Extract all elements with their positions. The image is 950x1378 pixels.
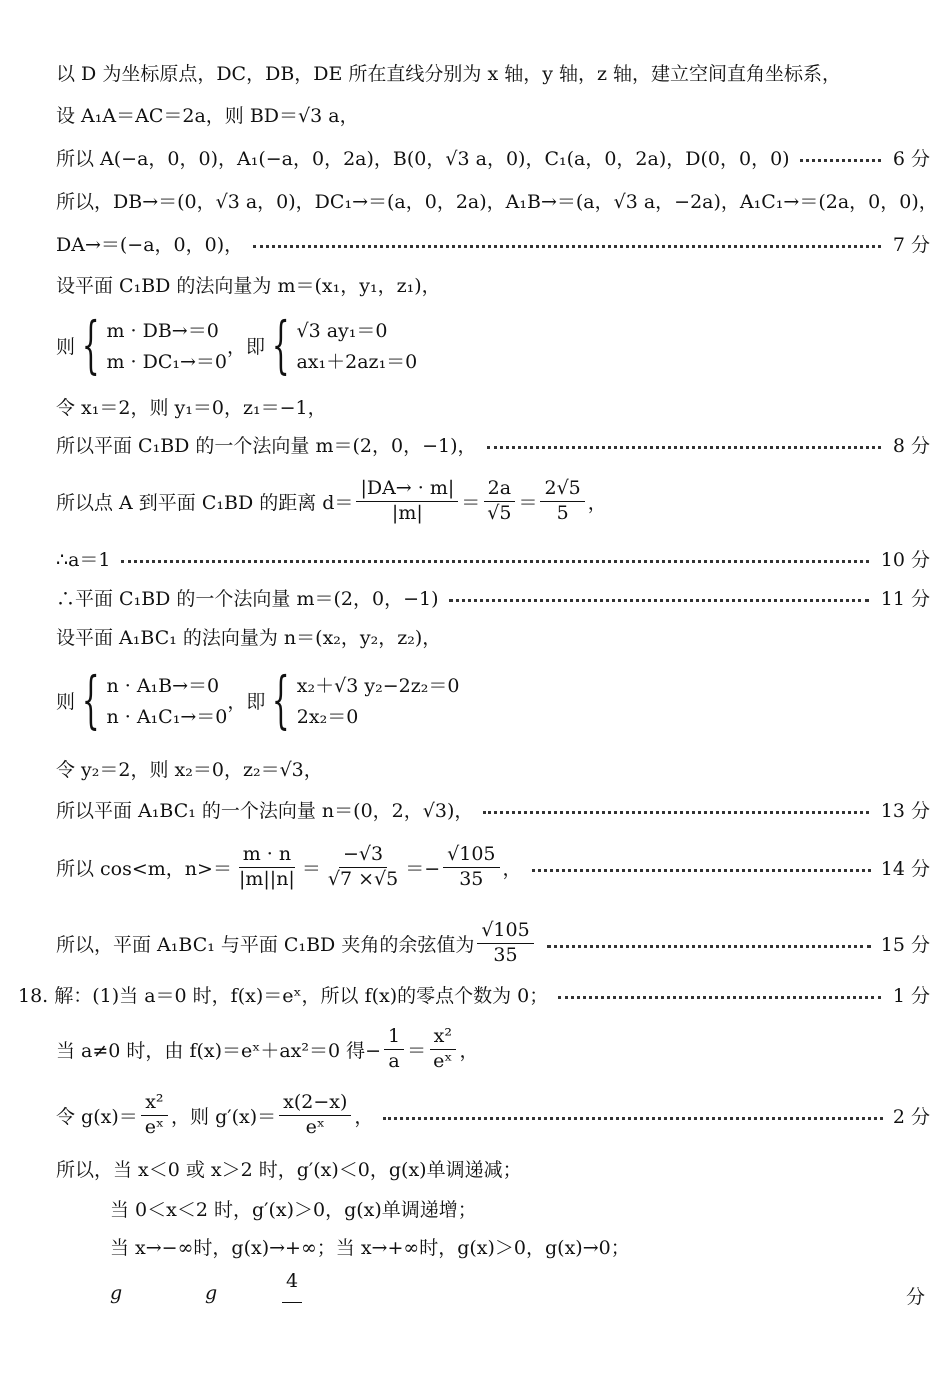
line-text: 所以 A(−a，0，0)，A₁(−a，0，2a)，B(0，√3 a，0)，C₁(a，0，2a)，D(0，0，0) xyxy=(56,147,790,170)
score-label: 分 xyxy=(906,1286,926,1308)
system-connector: ，即 xyxy=(227,690,266,713)
partial-symbol: g xyxy=(110,1282,123,1304)
line-text: 所以，DB→＝(0，√3 a，0)，DC₁→＝(a，0，2a)，A₁B→＝(a，√3 a，−2a)，A₁C₁→＝(2a，0，0)， xyxy=(56,190,938,213)
line-let-x1 xyxy=(56,390,930,422)
line-monotonic-increase xyxy=(110,1192,930,1224)
fraction-denominator: 5 xyxy=(556,501,569,524)
line-limits xyxy=(110,1230,930,1262)
line-coordinate-setup xyxy=(56,56,930,88)
equals-sign: ＝− xyxy=(405,857,441,880)
line-text: 令 y₂＝2，则 x₂＝0，z₂＝√3， xyxy=(56,758,323,781)
fraction-denominator: √5 xyxy=(487,501,512,524)
score-label: 8 分 xyxy=(892,434,930,457)
line-text: 当 0＜x＜2 时，g′(x)＞0，g(x)单调递增； xyxy=(110,1198,477,1221)
line-text: 令 x₁＝2，则 y₁＝0，z₁＝−1， xyxy=(56,396,327,419)
punctuation: ， xyxy=(354,1105,374,1128)
partial-fraction-numerator: 4 xyxy=(282,1270,302,1303)
fraction xyxy=(540,477,584,526)
line-text: DA→＝(−a，0，0)， xyxy=(56,233,244,256)
line-vectors xyxy=(56,184,938,216)
system-rows xyxy=(106,671,227,729)
line-let-y2 xyxy=(56,752,930,784)
fraction xyxy=(279,1091,351,1140)
fraction xyxy=(477,919,533,968)
fraction-numerator: x(2−x) xyxy=(279,1091,351,1116)
system-rows xyxy=(106,316,227,374)
line-conclusion xyxy=(56,910,930,976)
line-text: ∴平面 C₁BD 的一个法向量 m＝(2，0，−1) xyxy=(56,587,439,610)
score-label: 15 分 xyxy=(880,933,930,956)
left-brace: { xyxy=(272,663,290,736)
punctuation: ， xyxy=(502,857,522,880)
fraction-numerator: m · n xyxy=(239,843,295,868)
fraction-denominator: √7 ×√5 xyxy=(327,867,399,890)
score-label: 10 分 xyxy=(880,548,930,571)
fraction-numerator: x² xyxy=(141,1091,167,1116)
dot-leader xyxy=(253,243,881,248)
fraction-denominator: |m||n| xyxy=(238,867,295,890)
fraction xyxy=(443,843,499,892)
line-set-lengths xyxy=(56,98,930,130)
equation-system-n xyxy=(56,665,459,735)
score-label: 6 分 xyxy=(892,147,930,170)
left-brace: { xyxy=(81,308,100,381)
score-label: 13 分 xyxy=(880,799,930,822)
score-label: 2 分 xyxy=(892,1105,930,1128)
line-a-equals-1 xyxy=(56,542,930,574)
system-row: ax₁＋2az₁＝0 xyxy=(296,351,418,373)
line-text: 设平面 A₁BC₁ 的法向量为 n＝(x₂，y₂，z₂)， xyxy=(56,626,442,649)
fraction xyxy=(324,843,402,892)
fraction xyxy=(483,477,515,526)
line-distance-formula xyxy=(56,468,930,534)
dot-leader xyxy=(547,943,871,948)
dot-leader xyxy=(383,1115,882,1120)
dot-leader xyxy=(532,867,871,872)
fraction-numerator: 2√5 xyxy=(540,477,584,502)
line-a-nonzero xyxy=(56,1016,930,1082)
line-text: 18. 解：(1)当 a＝0 时，f(x)＝eˣ，所以 f(x)的零点个数为 0； xyxy=(18,984,549,1007)
system-row: m · DB→＝0 xyxy=(106,320,219,342)
line-text: 以 D 为坐标原点，DC，DB，DE 所在直线分别为 x 轴，y 轴，z 轴，建立空间直角坐标系， xyxy=(56,62,842,85)
score-label: 1 分 xyxy=(892,984,930,1007)
fraction xyxy=(429,1025,456,1074)
dot-leader xyxy=(449,597,869,602)
dot-leader xyxy=(121,558,869,563)
fraction-denominator: a xyxy=(388,1049,400,1072)
fraction-numerator: 2a xyxy=(484,477,515,502)
line-text: 设平面 C₁BD 的法向量为 m＝(x₁，y₁，z₁)， xyxy=(56,274,441,297)
fraction-denominator: 35 xyxy=(493,943,518,966)
fraction xyxy=(356,477,458,526)
line-normal-m-result xyxy=(56,428,930,460)
equals-sign: ＝ xyxy=(461,491,481,514)
line-text: 令 g(x)＝ xyxy=(56,1105,138,1128)
dot-leader xyxy=(558,994,881,999)
line-text: 设 A₁A＝AC＝2a，则 BD＝√3 a， xyxy=(56,104,359,127)
line-text: 所以，当 x＜0 或 x＞2 时，g′(x)＜0，g(x)单调递减； xyxy=(56,1158,522,1181)
line-normal-n-setup xyxy=(56,620,930,652)
line-point-coordinates xyxy=(56,141,930,173)
system-row: √3 ay₁＝0 xyxy=(296,320,388,342)
fraction-numerator: |DA→ · m| xyxy=(356,477,458,502)
line-question-18-part1 xyxy=(18,978,930,1010)
line-text: ∴a＝1 xyxy=(56,548,111,571)
line-text: 所以 cos<m，n>＝ xyxy=(56,857,232,880)
fraction xyxy=(141,1091,168,1140)
line-normal-n-result xyxy=(56,793,930,825)
line-text: 所以，平面 A₁BC₁ 与平面 C₁BD 夹角的余弦值为 xyxy=(56,933,475,956)
line-monotonic-decrease xyxy=(56,1152,930,1184)
partial-symbol: g xyxy=(205,1282,218,1304)
score-label: 7 分 xyxy=(892,233,930,256)
equals-sign: ＝ xyxy=(407,1039,427,1062)
system-rows xyxy=(297,671,460,729)
left-brace: { xyxy=(271,308,290,381)
system-row: m · DC₁→＝0 xyxy=(106,351,228,373)
line-normal-m-final xyxy=(56,581,930,613)
fraction-denominator: eˣ xyxy=(144,1115,165,1138)
dot-leader xyxy=(487,444,881,449)
dot-leader xyxy=(483,809,868,814)
score-label: 11 分 xyxy=(880,587,930,610)
fraction-numerator: x² xyxy=(430,1025,456,1050)
fraction-denominator: |m| xyxy=(391,501,423,524)
fraction-numerator: 1 xyxy=(384,1025,404,1050)
fraction xyxy=(235,843,299,892)
system-prefix: 则 xyxy=(56,690,76,713)
fraction-denominator: eˣ xyxy=(433,1049,453,1072)
fraction-denominator: 35 xyxy=(459,867,484,890)
left-brace: { xyxy=(81,663,100,736)
fraction xyxy=(384,1025,404,1074)
fraction-numerator: −√3 xyxy=(339,843,387,868)
system-prefix: 则 xyxy=(56,335,76,358)
system-row: n · A₁C₁→＝0 xyxy=(106,706,228,728)
equals-sign: ＝ xyxy=(301,857,321,880)
line-text: 所以点 A 到平面 C₁BD 的距离 d＝ xyxy=(56,491,354,514)
fraction-denominator: eˣ xyxy=(305,1115,325,1138)
equation-system-m xyxy=(56,310,417,380)
system-row: n · A₁B→＝0 xyxy=(106,675,220,697)
fraction-numerator: √105 xyxy=(477,919,533,944)
score-label: 14 分 xyxy=(880,857,930,880)
line-text: 所以平面 A₁BC₁ 的一个法向量 n＝(0，2，√3)， xyxy=(56,799,474,822)
line-text: 当 a≠0 时，由 f(x)＝eˣ＋ax²＝0 得− xyxy=(56,1039,382,1062)
system-row: 2x₂＝0 xyxy=(296,706,359,728)
system-rows xyxy=(296,316,417,374)
line-vector-da xyxy=(56,227,930,259)
line-normal-m-setup xyxy=(56,268,930,300)
system-connector: ，即 xyxy=(227,335,266,358)
line-text: 所以平面 C₁BD 的一个法向量 m＝(2，0，−1)， xyxy=(56,434,477,457)
line-cosine-formula xyxy=(56,834,930,900)
line-text: ，则 g′(x)＝ xyxy=(171,1105,277,1128)
punctuation: ， xyxy=(459,1039,479,1062)
dot-leader xyxy=(800,157,881,162)
line-text: 当 x→−∞时，g(x)→+∞；当 x→+∞时，g(x)＞0，g(x)→0； xyxy=(110,1236,630,1259)
fraction-numerator: √105 xyxy=(443,843,499,868)
equals-sign: ＝ xyxy=(518,491,538,514)
punctuation: ， xyxy=(587,491,607,514)
line-define-g xyxy=(56,1082,930,1148)
system-row: x₂＋√3 y₂−2z₂＝0 xyxy=(296,675,460,697)
